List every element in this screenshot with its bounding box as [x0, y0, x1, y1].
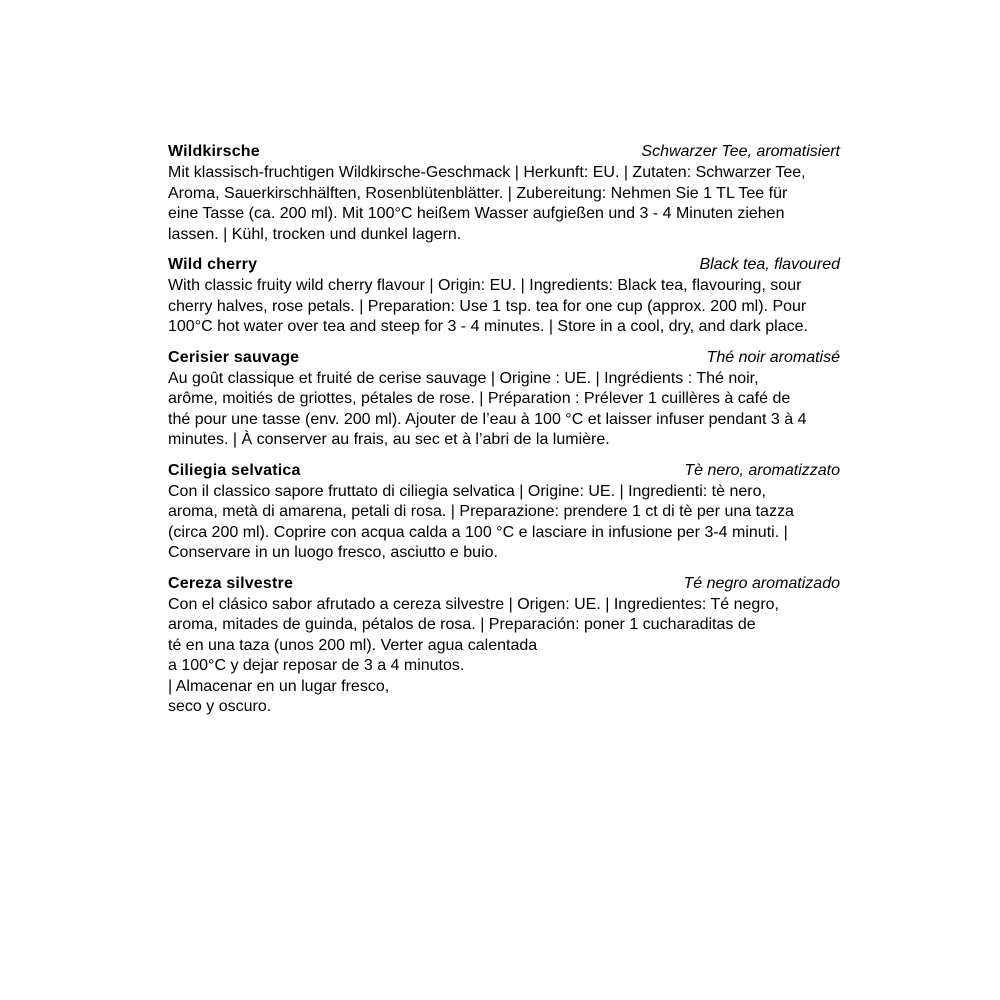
description [168, 276, 852, 338]
description-line: cherry halves, rose petals. | Preparation: Use 1 tsp. tea for one cup (approx. 200 ml). Pour [168, 297, 807, 315]
description-line: aroma, metà di amarena, petali di rosa. | Preparazione: prendere 1 ct di tè per una tazza [168, 503, 794, 520]
section-italian [168, 459, 852, 564]
section-spanish [168, 572, 852, 718]
description-line: | Almacenar en un lugar fresco, [168, 677, 390, 695]
product-type: Black tea, flavoured [699, 256, 840, 273]
section-german [168, 140, 852, 245]
product-name: Ciliegia selvatica [168, 461, 301, 479]
description-line: thé pour une tasse (env. 200 ml). Ajouter de l’eau à 100 °C et laisser infuser pendant 3 à 4 [168, 410, 807, 428]
section-french [168, 346, 852, 451]
description-line: té en una taza (unos 200 ml). Verter agua calentada [168, 636, 538, 654]
description-line: eine Tasse (ca. 200 ml). Mit 100°C heißem Wasser aufgießen und 3 - 4 Minuten ziehen [168, 205, 785, 222]
description [168, 163, 852, 245]
description-line: a 100°C y dejar reposar de 3 a 4 minutos. [168, 657, 465, 674]
product-type: Té negro aromatizado [683, 574, 840, 592]
description-line: minutes. | À conserver au frais, au sec et à l’abri de la lumière. [168, 431, 610, 448]
description-line: lassen. | Kühl, trocken und dunkel lagern. [168, 225, 462, 243]
product-name: Cereza silvestre [168, 574, 294, 592]
product-type: Schwarzer Tee, aromatisiert [641, 143, 840, 160]
section-header [168, 572, 840, 595]
description [168, 595, 852, 718]
description-line: Aroma, Sauerkirschhälften, Rosenblütenblätter. | Zubereitung: Nehmen Sie 1 TL Tee für [168, 184, 788, 202]
description-line: Conservare in un luogo fresco, asciutto e buio. [168, 544, 498, 561]
tea-label-document [168, 140, 852, 726]
description [168, 482, 852, 564]
description-line: 100°C hot water over tea and steep for 3 - 4 minutes. | Store in a cool, dry, and dark place. [168, 318, 808, 335]
description [168, 369, 852, 451]
description-line: Mit klassisch-fruchtigen Wildkirsche-Geschmack | Herkunft: EU. | Zutaten: Schwarzer Tee, [168, 164, 806, 181]
section-header [168, 253, 840, 276]
description-line: With classic fruity wild cherry flavour | Origin: EU. | Ingredients: Black tea, flavouring, sour [168, 277, 802, 294]
section-header [168, 140, 840, 163]
description-line: aroma, mitades de guinda, pétalos de rosa. | Preparación: poner 1 cucharaditas de [168, 616, 756, 633]
product-name: Wildkirsche [168, 143, 260, 160]
description-line: Au goût classique et fruité de cerise sauvage | Origine : UE. | Ingrédients : Thé noir, [168, 369, 759, 387]
section-english [168, 253, 852, 338]
product-name: Wild cherry [168, 256, 258, 273]
description-line: Con el clásico sabor afrutado a cereza silvestre | Origen: UE. | Ingredientes: Té negro, [168, 595, 779, 613]
description-line: (circa 200 ml). Coprire con acqua calda a 100 °C e lasciare in infusione per 3-4 minuti. | [168, 523, 788, 541]
product-type: Thé noir aromatisé [706, 348, 840, 366]
description-line: Con il classico sapore fruttato di ciliegia selvatica | Origine: UE. | Ingredienti: tè nero, [168, 482, 766, 500]
product-type: Tè nero, aromatizzato [684, 461, 840, 479]
section-header [168, 459, 840, 482]
section-header [168, 346, 840, 369]
description-line: arôme, moitiés de griottes, pétales de rose. | Préparation : Prélever 1 cuillères à café de [168, 390, 791, 407]
description-line: seco y oscuro. [168, 698, 272, 715]
product-name: Cerisier sauvage [168, 348, 300, 366]
